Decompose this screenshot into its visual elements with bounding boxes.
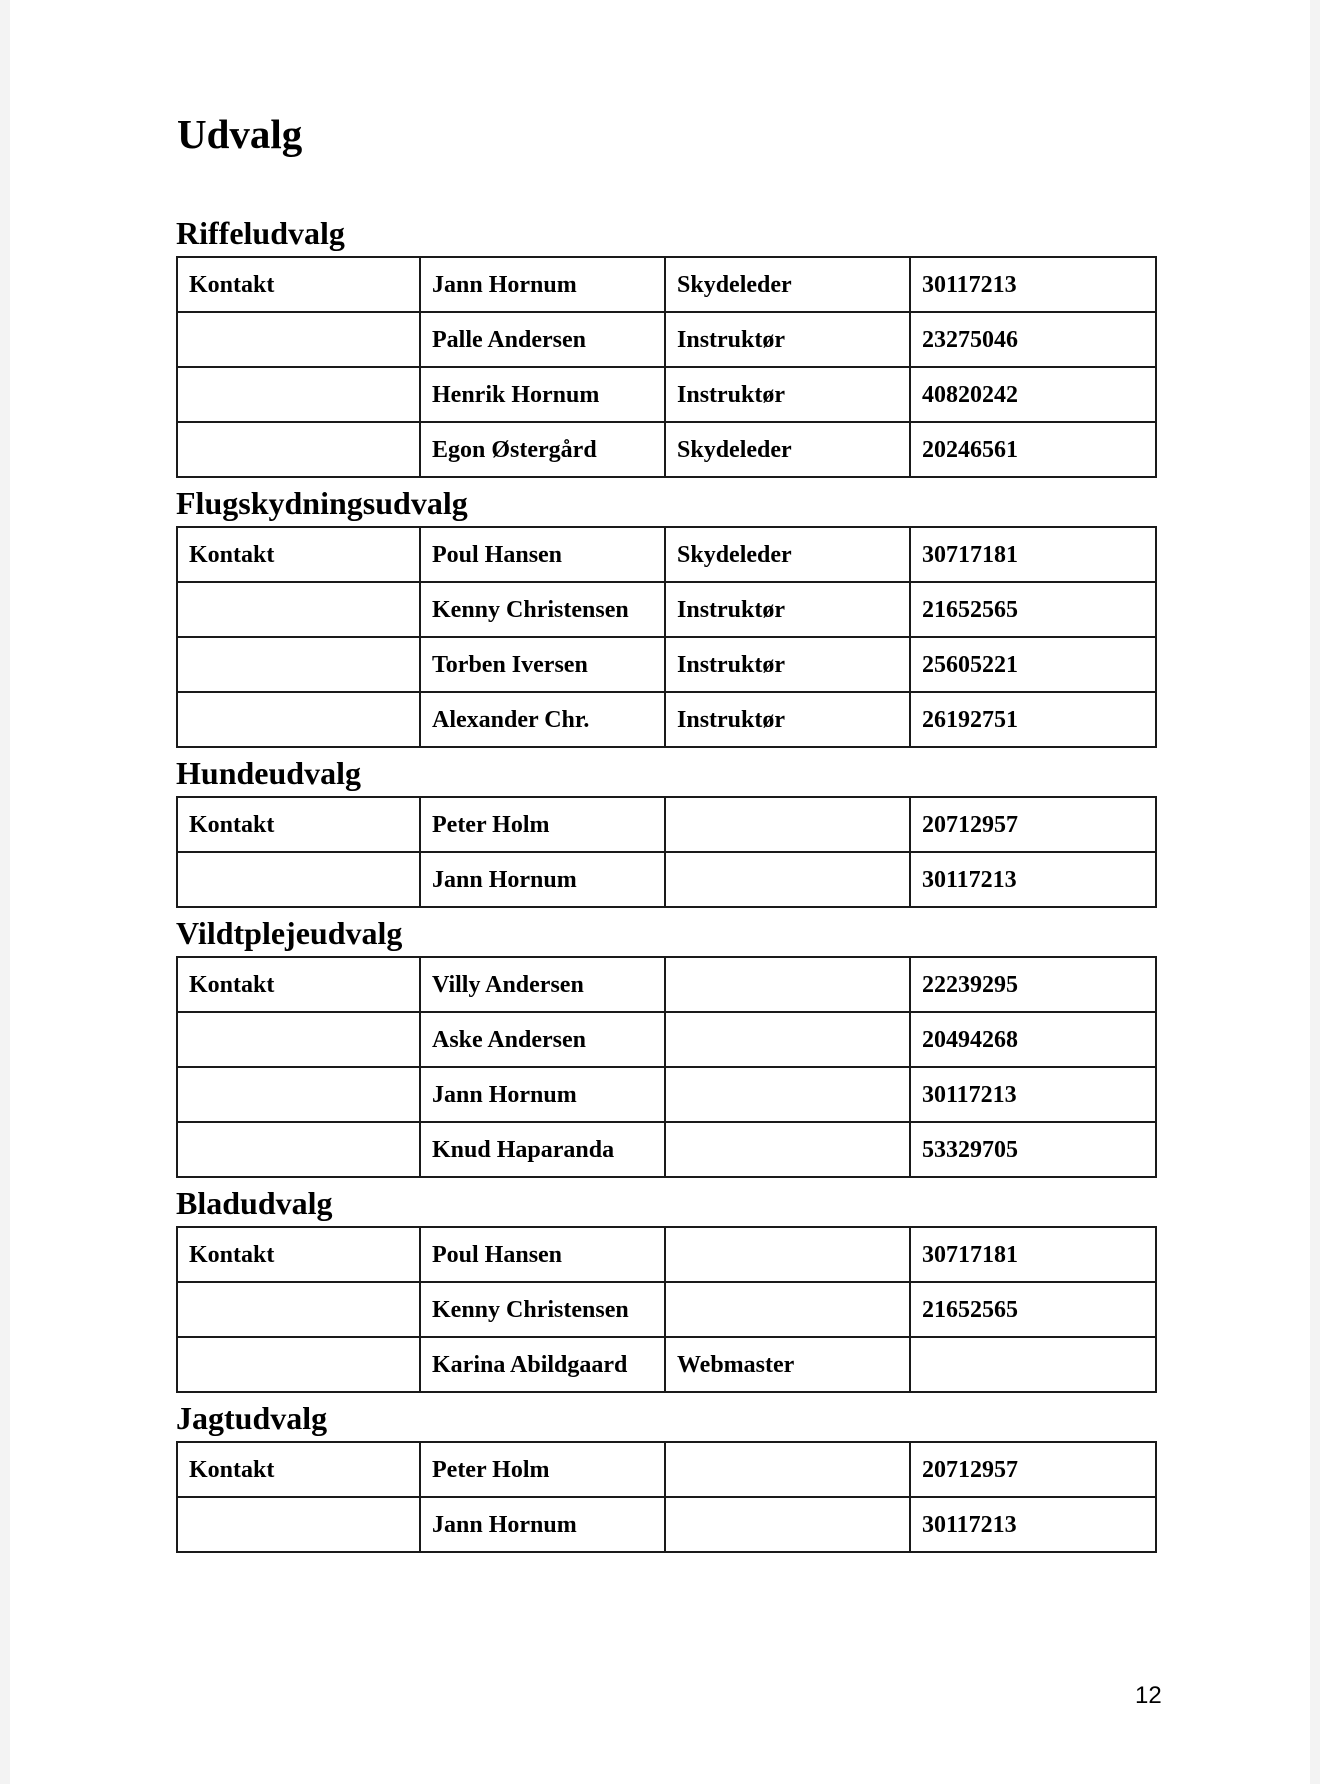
title-cell: Instruktør (665, 637, 910, 692)
role-cell (177, 367, 420, 422)
role-cell (177, 1067, 420, 1122)
title-cell: Instruktør (665, 692, 910, 747)
phone-cell: 40820242 (910, 367, 1156, 422)
table-row (177, 692, 1156, 747)
role-cell (177, 1012, 420, 1067)
name-cell: Peter Holm (420, 797, 665, 852)
role-cell: Kontakt (177, 1227, 420, 1282)
table-row (177, 1442, 1156, 1497)
table-row (177, 257, 1156, 312)
phone-cell: 20494268 (910, 1012, 1156, 1067)
committee-table (176, 256, 1157, 478)
title-cell: Skydeleder (665, 527, 910, 582)
name-cell: Aske Andersen (420, 1012, 665, 1067)
role-cell: Kontakt (177, 257, 420, 312)
name-cell: Egon Østergård (420, 422, 665, 477)
name-cell: Poul Hansen (420, 1227, 665, 1282)
section-title: Riffeludvalg (176, 215, 345, 251)
title-cell (665, 1122, 910, 1177)
title-cell (665, 1012, 910, 1067)
table-row (177, 852, 1156, 907)
phone-cell: 30117213 (910, 1067, 1156, 1122)
section-title: Bladudvalg (176, 1185, 333, 1221)
phone-cell: 30717181 (910, 1227, 1156, 1282)
role-cell (177, 852, 420, 907)
table-row (177, 582, 1156, 637)
role-cell: Kontakt (177, 797, 420, 852)
table-row (177, 367, 1156, 422)
name-cell: Karina Abildgaard (420, 1337, 665, 1392)
page-title: Udvalg (177, 111, 303, 157)
committee-table (176, 526, 1157, 748)
table-row (177, 797, 1156, 852)
table-row (177, 312, 1156, 367)
name-cell: Jann Hornum (420, 852, 665, 907)
role-cell (177, 582, 420, 637)
committee-section (176, 910, 1156, 1178)
name-cell: Alexander Chr. (420, 692, 665, 747)
role-cell: Kontakt (177, 527, 420, 582)
title-cell (665, 957, 910, 1012)
name-cell: Peter Holm (420, 1442, 665, 1497)
name-cell: Villy Andersen (420, 957, 665, 1012)
table-row (177, 1497, 1156, 1552)
phone-cell: 23275046 (910, 312, 1156, 367)
phone-cell: 53329705 (910, 1122, 1156, 1177)
name-cell: Torben Iversen (420, 637, 665, 692)
phone-cell (910, 1337, 1156, 1392)
role-cell (177, 637, 420, 692)
role-cell (177, 1122, 420, 1177)
committee-section (176, 210, 1156, 478)
title-cell: Instruktør (665, 312, 910, 367)
role-cell (177, 312, 420, 367)
name-cell: Jann Hornum (420, 257, 665, 312)
role-cell (177, 422, 420, 477)
section-title: Vildtplejeudvalg (176, 915, 403, 951)
name-cell: Poul Hansen (420, 527, 665, 582)
phone-cell: 20712957 (910, 1442, 1156, 1497)
table-row (177, 422, 1156, 477)
committee-sections (176, 210, 1156, 1555)
committee-section (176, 1180, 1156, 1393)
section-title: Hundeudvalg (176, 755, 361, 791)
committee-section (176, 480, 1156, 748)
page-number: 12 (1135, 1682, 1162, 1709)
phone-cell: 25605221 (910, 637, 1156, 692)
committee-table (176, 796, 1157, 908)
name-cell: Kenny Christensen (420, 582, 665, 637)
title-cell (665, 797, 910, 852)
title-cell: Instruktør (665, 582, 910, 637)
phone-cell: 21652565 (910, 1282, 1156, 1337)
title-cell (665, 852, 910, 907)
table-row (177, 1227, 1156, 1282)
title-cell: Webmaster (665, 1337, 910, 1392)
role-cell (177, 1497, 420, 1552)
table-row (177, 1067, 1156, 1122)
phone-cell: 30717181 (910, 527, 1156, 582)
phone-cell: 22239295 (910, 957, 1156, 1012)
role-cell: Kontakt (177, 1442, 420, 1497)
role-cell: Kontakt (177, 957, 420, 1012)
title-cell: Skydeleder (665, 422, 910, 477)
committee-table (176, 1441, 1157, 1553)
title-cell: Skydeleder (665, 257, 910, 312)
committee-table (176, 956, 1157, 1178)
table-row (177, 527, 1156, 582)
phone-cell: 26192751 (910, 692, 1156, 747)
title-cell (665, 1442, 910, 1497)
title-cell (665, 1227, 910, 1282)
section-title: Jagtudvalg (176, 1400, 328, 1436)
name-cell: Palle Andersen (420, 312, 665, 367)
section-title: Flugskydningsudvalg (176, 485, 468, 521)
phone-cell: 21652565 (910, 582, 1156, 637)
title-cell (665, 1497, 910, 1552)
title-cell: Instruktør (665, 367, 910, 422)
table-row (177, 1012, 1156, 1067)
table-row (177, 957, 1156, 1012)
phone-cell: 20246561 (910, 422, 1156, 477)
title-cell (665, 1282, 910, 1337)
name-cell: Jann Hornum (420, 1067, 665, 1122)
name-cell: Henrik Hornum (420, 367, 665, 422)
phone-cell: 30117213 (910, 257, 1156, 312)
role-cell (177, 1337, 420, 1392)
table-row (177, 1337, 1156, 1392)
phone-cell: 30117213 (910, 852, 1156, 907)
document-page (10, 0, 1310, 1784)
table-row (177, 637, 1156, 692)
title-cell (665, 1067, 910, 1122)
name-cell: Knud Haparanda (420, 1122, 665, 1177)
phone-cell: 30117213 (910, 1497, 1156, 1552)
committee-section (176, 1395, 1156, 1553)
role-cell (177, 1282, 420, 1337)
name-cell: Kenny Christensen (420, 1282, 665, 1337)
name-cell: Jann Hornum (420, 1497, 665, 1552)
table-row (177, 1282, 1156, 1337)
committee-section (176, 750, 1156, 908)
phone-cell: 20712957 (910, 797, 1156, 852)
role-cell (177, 692, 420, 747)
committee-table (176, 1226, 1157, 1393)
table-row (177, 1122, 1156, 1177)
